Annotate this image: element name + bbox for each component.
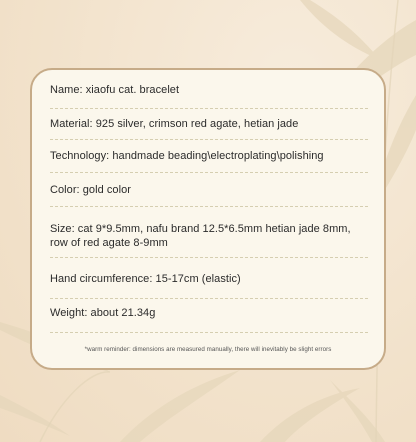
divider bbox=[50, 257, 368, 258]
spec-technology: Technology: handmade beading\electroplating\polishing bbox=[50, 150, 324, 162]
spec-weight: Weight: about 21.34g bbox=[50, 307, 156, 319]
spec-name: Name: xiaofu cat. bracelet bbox=[50, 84, 180, 96]
divider bbox=[50, 108, 368, 109]
divider bbox=[50, 298, 368, 299]
divider bbox=[50, 172, 368, 173]
warm-reminder-note: *warm reminder: dimensions are measured manually, there will inevitably be slight errors bbox=[84, 346, 332, 353]
divider bbox=[50, 332, 368, 333]
spec-material: Material: 925 silver, crimson red agate, hetian jade bbox=[50, 118, 299, 130]
spec-hand-circumference: Hand circumference: 15-17cm (elastic) bbox=[50, 273, 241, 285]
bamboo-leaf bbox=[300, 0, 380, 60]
bamboo-leaf bbox=[120, 370, 240, 442]
spec-size: Size: cat 9*9.5mm, nafu brand 12.5*6.5mm hetian jade 8mm, row of red agate 8-9mm bbox=[50, 223, 351, 249]
spec-card bbox=[30, 68, 386, 370]
divider bbox=[50, 206, 368, 207]
spec-color: Color: gold color bbox=[50, 184, 131, 196]
bamboo-leaf bbox=[0, 395, 70, 436]
divider bbox=[50, 139, 368, 140]
bamboo-stem bbox=[40, 372, 110, 442]
